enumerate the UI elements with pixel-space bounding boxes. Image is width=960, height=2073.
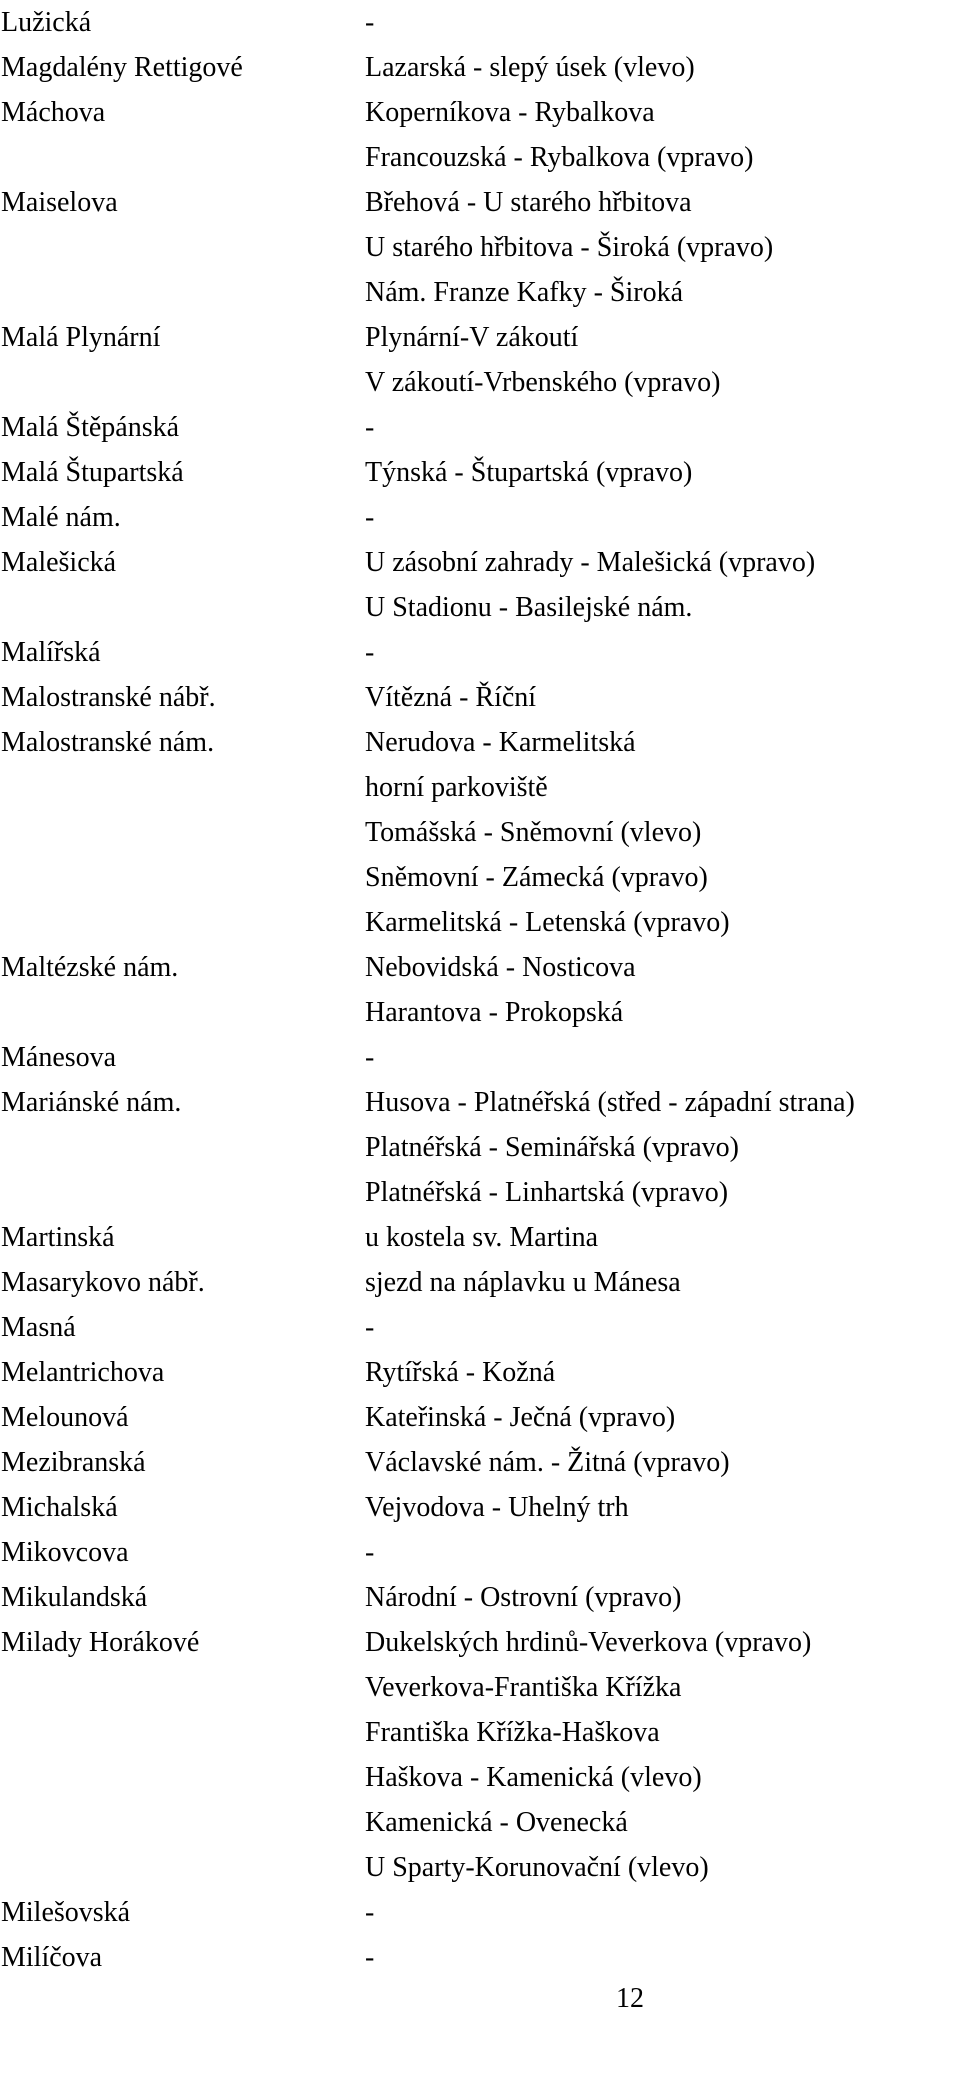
table-row [0, 1080, 960, 1125]
page-number: 12 [616, 1983, 644, 2014]
table-row [0, 1755, 960, 1800]
table-row [0, 585, 960, 630]
street-name: Martinská [1, 1222, 115, 1253]
table-row [0, 720, 960, 765]
table-row [0, 1440, 960, 1485]
place-description: Národní - Ostrovní (vpravo) [365, 1582, 682, 1613]
place-description: - [365, 412, 375, 443]
street-name: Mariánské nám. [1, 1087, 182, 1118]
street-name: Mikulandská [1, 1582, 148, 1613]
table-row [0, 405, 960, 450]
place-description: Dukelských hrdinů-Veverkova (vpravo) [365, 1627, 812, 1658]
table-row [0, 1710, 960, 1755]
place-description: Lazarská - slepý úsek (vlevo) [365, 52, 695, 83]
table-row [0, 1935, 960, 1980]
table-row [0, 1800, 960, 1845]
table-row [0, 1305, 960, 1350]
place-description: Nám. Franze Kafky - Široká [365, 277, 684, 308]
table-row [0, 495, 960, 540]
street-name: Mezibranská [1, 1447, 146, 1478]
street-name: Milíčova [1, 1942, 103, 1973]
table-row [0, 540, 960, 585]
street-name: Masarykovo nábř. [1, 1267, 205, 1298]
place-description: Husova - Platnéřská (střed - západní strana) [365, 1087, 855, 1118]
table-row [0, 1125, 960, 1170]
street-name: Malostranské nám. [1, 727, 215, 758]
table-row [0, 135, 960, 180]
place-description: Harantova - Prokopská [365, 997, 624, 1028]
street-name: Malá Štupartská [1, 457, 184, 488]
table-row [0, 1575, 960, 1620]
place-description: Veverkova-Františka Křížka [365, 1672, 682, 1703]
table-row [0, 1890, 960, 1935]
street-name: Malé nám. [1, 502, 121, 533]
place-description: Haškova - Kamenická (vlevo) [365, 1762, 702, 1793]
place-description: - [365, 7, 375, 38]
place-description: - [365, 637, 375, 668]
place-description: Kamenická - Ovenecká [365, 1807, 628, 1838]
place-description: Sněmovní - Zámecká (vpravo) [365, 862, 708, 893]
place-description: - [365, 1537, 375, 1568]
street-name: Maltézské nám. [1, 952, 179, 983]
street-name: Malostranské nábř. [1, 682, 216, 713]
place-description: Václavské nám. - Žitná (vpravo) [365, 1447, 730, 1478]
table-row [0, 360, 960, 405]
street-name: Malešická [1, 547, 117, 578]
table-row [0, 45, 960, 90]
place-description: horní parkoviště [365, 772, 548, 803]
place-description: Francouzská - Rybalkova (vpravo) [365, 142, 754, 173]
table-row [0, 1395, 960, 1440]
street-name: Milady Horákové [1, 1627, 200, 1658]
place-description: Františka Křížka-Haškova [365, 1717, 660, 1748]
table-row [0, 1665, 960, 1710]
street-name: Malá Plynární [1, 322, 161, 353]
place-description: Vítězná - Říční [365, 682, 537, 713]
place-description: Tomášská - Sněmovní (vlevo) [365, 817, 702, 848]
street-name: Milešovská [1, 1897, 131, 1928]
street-name: Melantrichova [1, 1357, 165, 1388]
street-name: Malířská [1, 637, 101, 668]
table-row [0, 1530, 960, 1575]
street-name: Mánesova [1, 1042, 117, 1073]
place-description: Karmelitská - Letenská (vpravo) [365, 907, 730, 938]
place-description: sjezd na náplavku u Mánesa [365, 1267, 681, 1298]
table-row [0, 810, 960, 855]
table-row [0, 270, 960, 315]
table-row [0, 855, 960, 900]
place-description: - [365, 1942, 375, 1973]
street-name: Mikovcova [1, 1537, 129, 1568]
place-description: Koperníkova - Rybalkova [365, 97, 655, 128]
street-name: Máchova [1, 97, 106, 128]
table-row [0, 675, 960, 720]
table-row [0, 450, 960, 495]
place-description: - [365, 502, 375, 533]
place-description: Nerudova - Karmelitská [365, 727, 636, 758]
street-name: Michalská [1, 1492, 118, 1523]
table-row [0, 1350, 960, 1395]
table-row [0, 1260, 960, 1305]
place-description: Vejvodova - Uhelný trh [365, 1492, 629, 1523]
table-row [0, 90, 960, 135]
place-description: U starého hřbitova - Široká (vpravo) [365, 232, 774, 263]
table-row [0, 630, 960, 675]
place-description: Rytířská - Kožná [365, 1357, 556, 1388]
table-row [0, 1215, 960, 1260]
street-name: Lužická [1, 7, 92, 38]
place-description: - [365, 1042, 375, 1073]
place-description: Plynární-V zákoutí [365, 322, 579, 353]
place-description: Nebovidská - Nosticova [365, 952, 636, 983]
table-row [0, 315, 960, 360]
place-description: - [365, 1312, 375, 1343]
place-description: U Stadionu - Basilejské nám. [365, 592, 693, 623]
table-row [0, 1485, 960, 1530]
place-description: - [365, 1897, 375, 1928]
place-description: Platnéřská - Seminářská (vpravo) [365, 1132, 739, 1163]
place-description: V zákoutí-Vrbenského (vpravo) [365, 367, 721, 398]
place-description: U Sparty-Korunovační (vlevo) [365, 1852, 709, 1883]
street-name: Malá Štěpánská [1, 412, 180, 443]
street-name: Melounová [1, 1402, 129, 1433]
table-row [0, 1845, 960, 1890]
table-row [0, 225, 960, 270]
table-row [0, 945, 960, 990]
place-description: Kateřinská - Ječná (vpravo) [365, 1402, 676, 1433]
place-description: Břehová - U starého hřbitova [365, 187, 692, 218]
street-name: Maiselova [1, 187, 118, 218]
table-row [0, 765, 960, 810]
table-row [0, 1620, 960, 1665]
street-name: Masná [1, 1312, 76, 1343]
table-row [0, 900, 960, 945]
table-row [0, 0, 960, 45]
street-name: Magdalény Rettigové [1, 52, 243, 83]
table-row [0, 180, 960, 225]
place-description: Platnéřská - Linhartská (vpravo) [365, 1177, 729, 1208]
table-row [0, 990, 960, 1035]
place-description: U zásobní zahrady - Malešická (vpravo) [365, 547, 816, 578]
place-description: Týnská - Štupartská (vpravo) [365, 457, 693, 488]
table-row [0, 1170, 960, 1215]
table-row [0, 1035, 960, 1080]
place-description: u kostela sv. Martina [365, 1222, 599, 1253]
